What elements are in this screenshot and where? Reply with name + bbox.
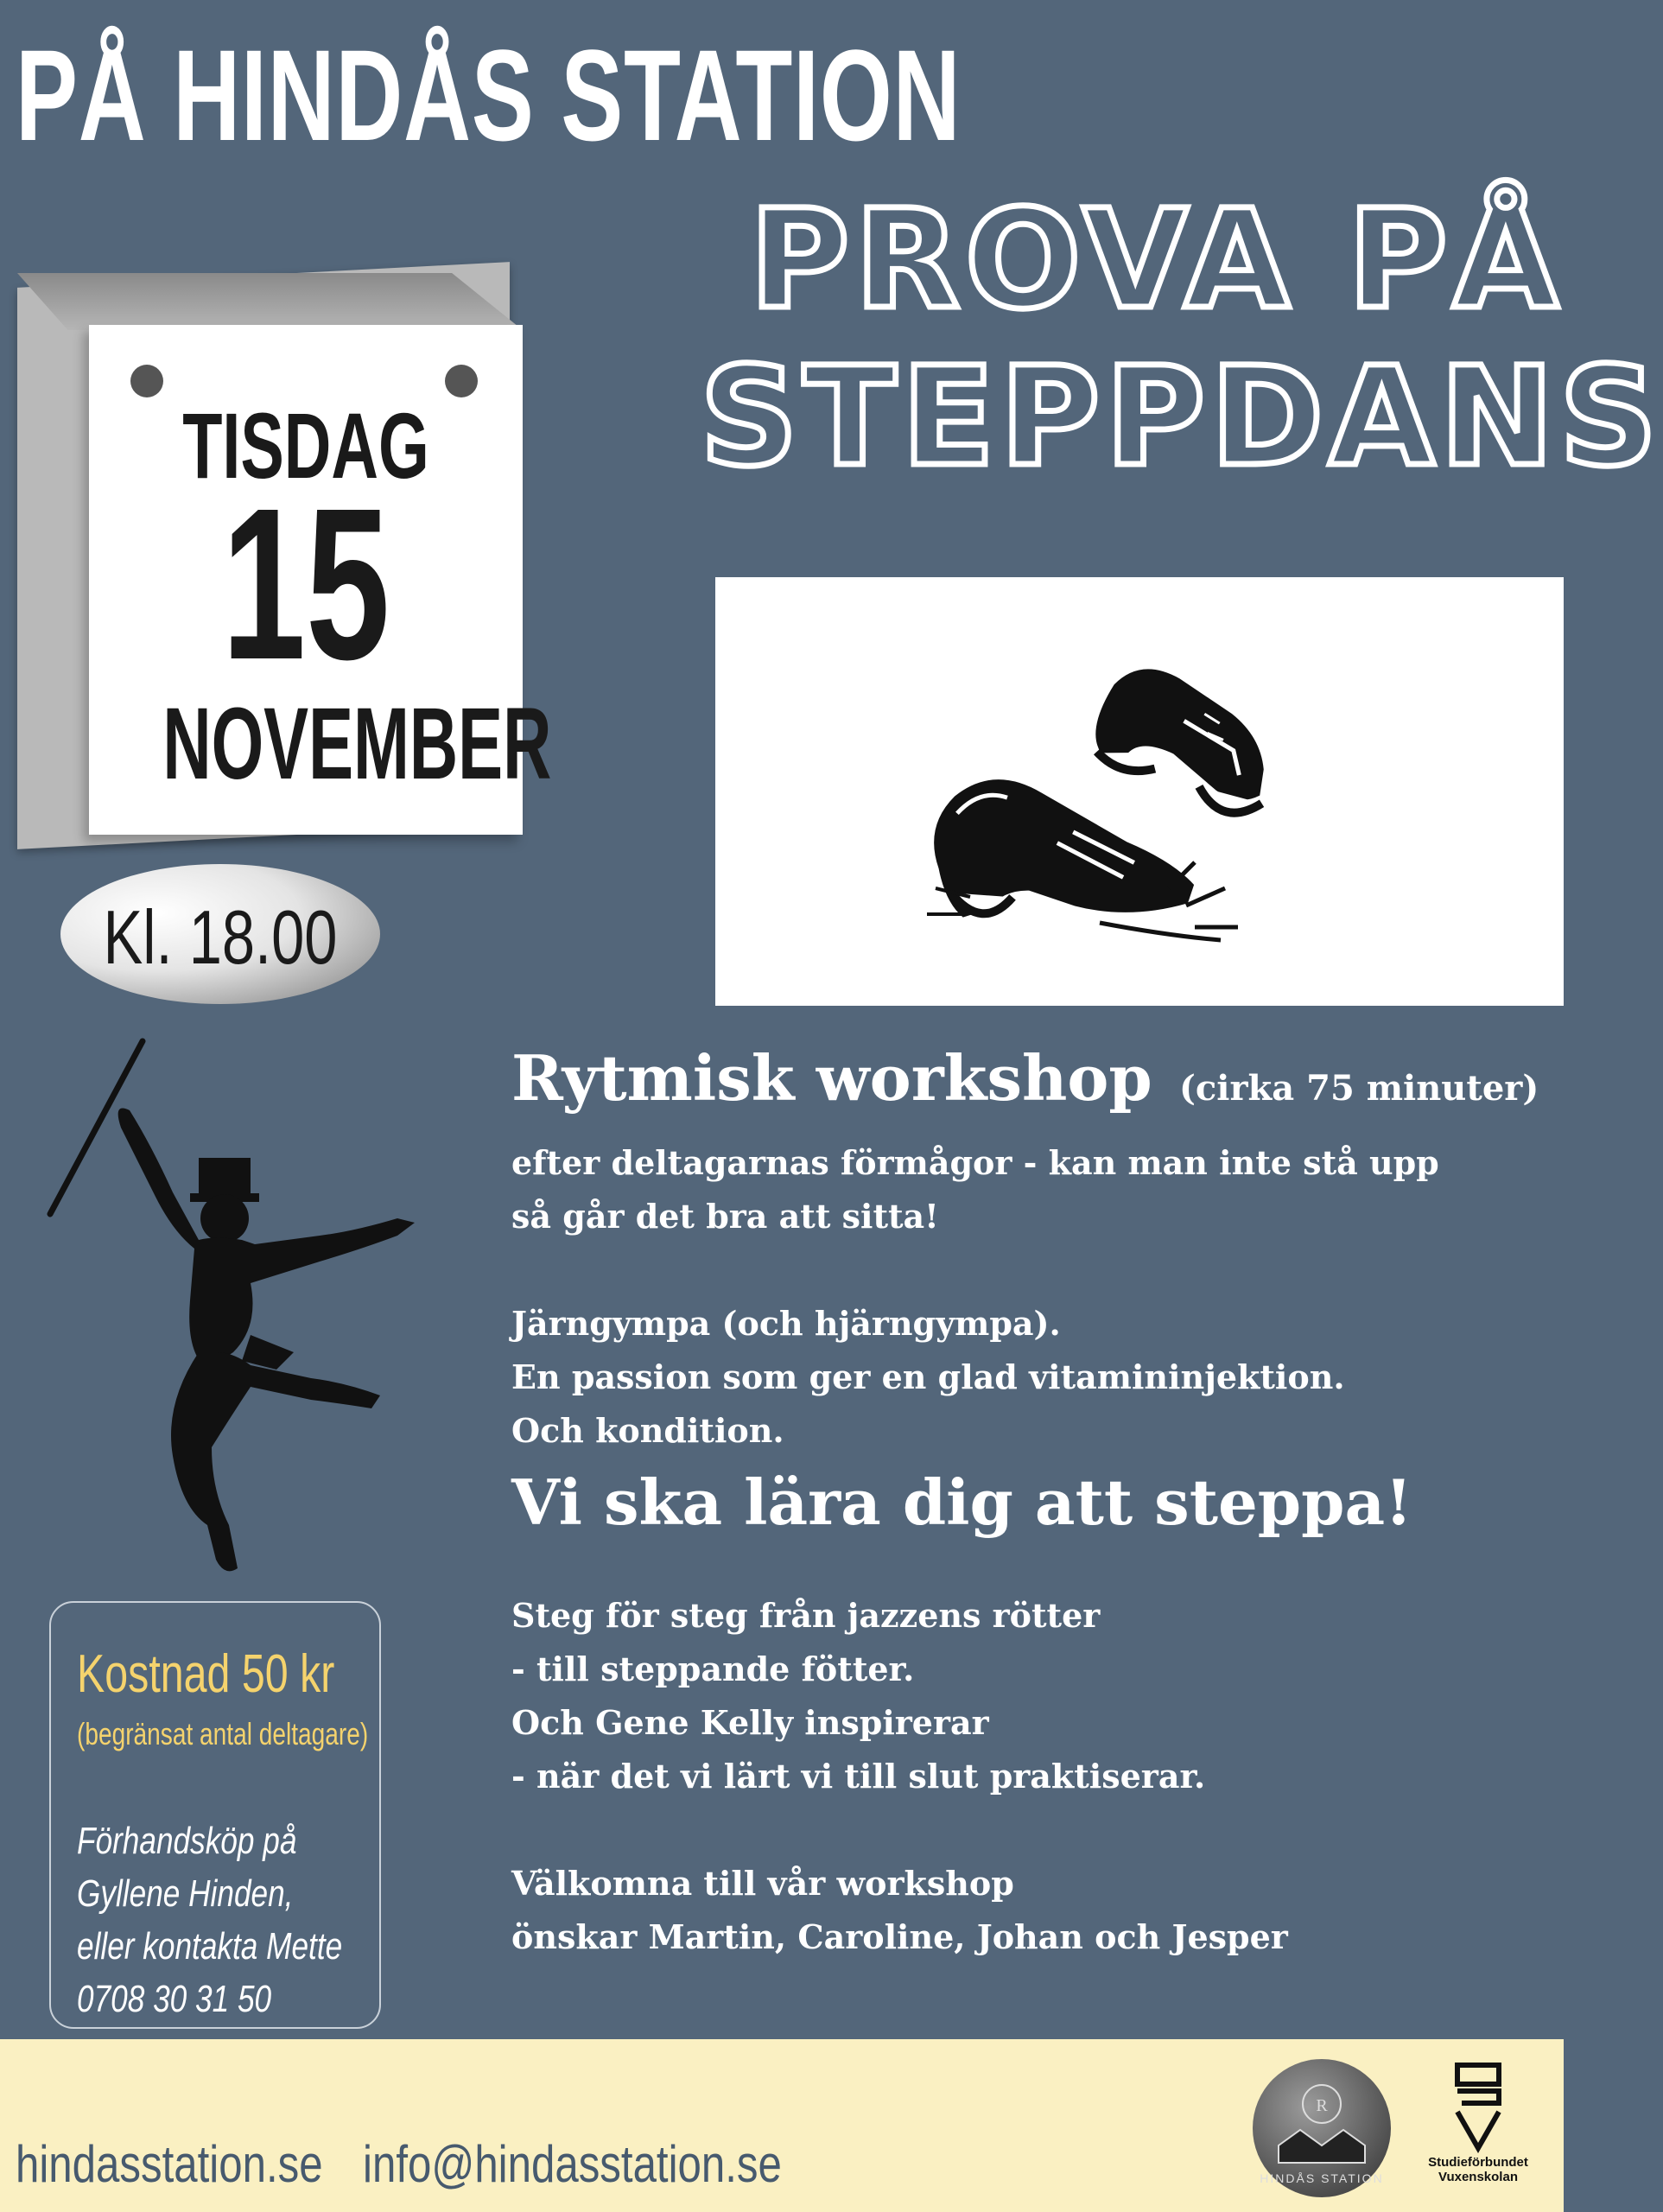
- calendar-binding: [17, 273, 523, 330]
- benefit-line: En passion som ger en glad vitamininjektion.: [511, 1357, 1345, 1396]
- welcome-line: önskar Martin, Caroline, Johan och Jesper: [511, 1917, 1288, 1956]
- presale-line: Förhandsköp på: [77, 1820, 297, 1862]
- workshop-title: Rytmisk workshop: [511, 1041, 1152, 1115]
- verse-line: - när det vi lärt vi till slut praktiserar.: [511, 1757, 1206, 1796]
- benefit-line: Och kondition.: [511, 1411, 784, 1450]
- tap-shoes-image: [715, 577, 1564, 1006]
- presale-line: eller kontakta Mette: [77, 1925, 343, 1967]
- hindas-station-logo: [1253, 2059, 1391, 2197]
- workshop-slogan: Vi ska lära dig att steppa!: [511, 1465, 1412, 1539]
- time-badge: [60, 864, 380, 1004]
- cost-note: (begränsat antal deltagare): [77, 1716, 369, 1751]
- sv-logo-mark: [1410, 2058, 1546, 2153]
- headline: [700, 181, 1663, 497]
- sv-logo-text: [1410, 2155, 1546, 2184]
- presale-phone: 0708 30 31 50: [77, 1978, 272, 2020]
- workshop-intro-line: efter deltagarnas förmågor - kan man inte stå upp: [511, 1143, 1439, 1182]
- tap-shoes-illustration: [910, 629, 1376, 966]
- calendar-day: TISDAG: [182, 393, 429, 498]
- verse-line: - till steppande fötter.: [511, 1649, 915, 1688]
- time-text: Kl. 18.00: [103, 894, 338, 980]
- verse-line: Steg för steg från jazzens rötter: [511, 1596, 1101, 1635]
- svg-text:R: R: [1316, 2096, 1328, 2115]
- footer-links: [16, 2134, 810, 2195]
- headline-line-1: PROVA PÅ: [749, 181, 1564, 340]
- workshop-text: [511, 1037, 1548, 1964]
- workshop-intro-line: så går det bra att sitta!: [511, 1197, 939, 1236]
- workshop-duration: (cirka 75 minuter): [1179, 1068, 1539, 1109]
- calendar-month: NOVEMBER: [162, 687, 552, 801]
- email-link[interactable]: info@hindasstation.se: [363, 2135, 782, 2193]
- footer: [0, 2039, 1564, 2212]
- sv-logo-line: Studieförbundet: [1428, 2155, 1528, 2170]
- cost-info-box: [49, 1601, 381, 2029]
- venue-title: PÅ HINDÅS STATION: [16, 22, 962, 168]
- presale-line: Gyllene Hinden,: [77, 1872, 294, 1915]
- benefit-line: Järngympa (och hjärngympa).: [511, 1304, 1061, 1343]
- calendar-ring-right: [445, 365, 478, 397]
- presale-info: [77, 1815, 342, 2025]
- cost-title: Kostnad 50 kr: [77, 1644, 335, 1704]
- headline-line-2: STEPPDANS: [700, 338, 1663, 497]
- dancer-silhouette: [35, 1041, 432, 1594]
- calendar-ring-left: [130, 365, 163, 397]
- welcome-line: Välkomna till vår workshop: [511, 1864, 1014, 1903]
- verse-line: Och Gene Kelly inspirerar: [511, 1703, 989, 1742]
- calendar-page: [89, 325, 552, 835]
- sv-logo: [1410, 2058, 1546, 2205]
- website-link[interactable]: hindasstation.se: [16, 2135, 323, 2193]
- calendar-date: 15: [221, 463, 390, 704]
- station-logo-text: HINDÅS STATION: [1260, 2171, 1384, 2185]
- sv-logo-line: Vuxenskolan: [1438, 2170, 1518, 2184]
